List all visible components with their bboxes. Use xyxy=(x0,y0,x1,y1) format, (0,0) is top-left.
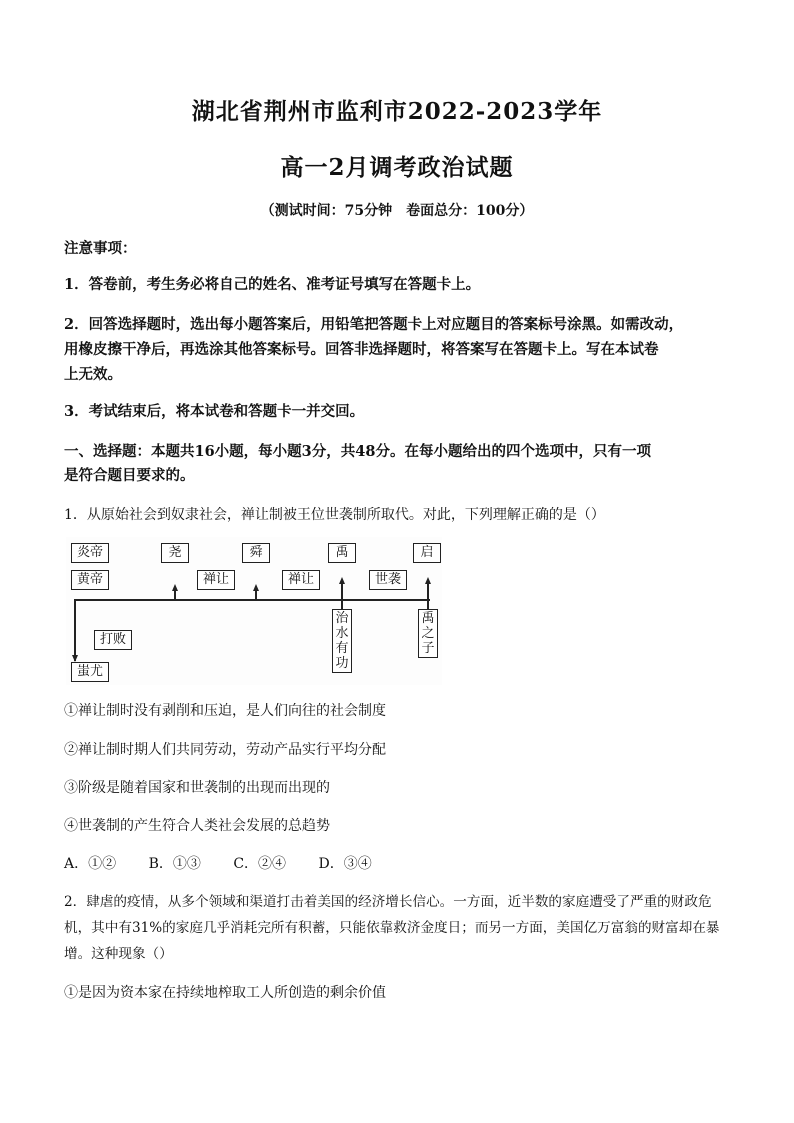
notice-heading: 注意事项： xyxy=(64,240,137,257)
arrow-up-icon xyxy=(253,584,259,591)
section1-heading-line1: 一、选择题：本题共16小题，每小题3分，共48分。在每小题给出的四个选项中，只有一项 xyxy=(64,443,651,460)
diagram-left-connector xyxy=(74,599,76,661)
q1-succession-diagram xyxy=(66,537,442,685)
box-yu-zhi-zi: 禹之子 xyxy=(418,609,438,658)
q1-option-4: ④世袭制的产生符合人类社会发展的总趋势 xyxy=(64,818,330,834)
arrow-up-icon xyxy=(339,577,345,584)
q1-choices xyxy=(64,853,400,873)
q2-stem-line3: 增。这种现象（） xyxy=(64,946,173,962)
q1-choice-d: D．③④ xyxy=(318,856,372,872)
q2-stem-line1: 2．肆虐的疫情，从多个领域和渠道打击着美国的经济增长信心。一方面，近半数的家庭遭受了严重的财政危 xyxy=(64,894,712,910)
notice-item-2-line1: 2．回答选择题时，选出每小题答案后，用铅笔把答题卡上对应题目的答案标号涂黑。如需改动， xyxy=(64,316,684,333)
box-yu: 禹 xyxy=(328,543,356,563)
box-yandi: 炎帝 xyxy=(71,543,109,563)
box-huangdi: 黄帝 xyxy=(71,570,109,590)
q1-stem: 1．从原始社会到奴隶社会，禅让制被王位世袭制所取代。对此，下列理解正确的是（） xyxy=(64,507,605,523)
exam-subtitle: （测试时间：75分钟 卷面总分：100分） xyxy=(260,203,534,219)
q1-choice-c: C．②④ xyxy=(233,856,287,872)
q1-option-3: ③阶级是随着国家和世袭制的出现而出现的 xyxy=(64,780,330,796)
box-shanrang-2: 禅让 xyxy=(282,570,320,590)
arrow-up-icon xyxy=(425,577,431,584)
q1-choice-a: A．①② xyxy=(64,856,117,872)
box-chiyou: 蚩尤 xyxy=(71,662,109,682)
box-shixi: 世袭 xyxy=(369,570,407,590)
exam-title-line1: 湖北省荆州市监利市2022-2023学年 xyxy=(191,98,603,125)
q1-choice-b: B．①③ xyxy=(148,856,201,872)
q2-stem-line2: 机，其中有31%的家庭几乎消耗完所有积蓄，只能依靠救济金度日；而另一方面，美国亿万富翁的财富却在暴 xyxy=(64,920,720,936)
box-zhishui-yougong: 治水有功 xyxy=(332,609,352,673)
notice-item-1: 1．答卷前，考生务必将自己的姓名、准考证号填写在答题卡上。 xyxy=(64,276,481,293)
box-shun: 舜 xyxy=(242,543,270,563)
box-dabai: 打败 xyxy=(94,630,132,650)
q1-option-2: ②禅让制时期人们共同劳动，劳动产品实行平均分配 xyxy=(64,742,386,758)
q1-option-1: ①禅让制时没有剥削和压迫，是人们向往的社会制度 xyxy=(64,703,386,719)
notice-item-2-line2: 用橡皮擦干净后，再选涂其他答案标号。回答非选择题时，将答案写在答题卡上。写在本试卷 xyxy=(64,341,659,358)
exam-title-line2: 高一2月调考政治试题 xyxy=(280,154,514,181)
notice-item-2-line3: 上无效。 xyxy=(64,366,122,383)
notice-item-3: 3．考试结束后，将本试卷和答题卡一并交回。 xyxy=(64,403,365,420)
section1-heading-line2: 是符合题目要求的。 xyxy=(64,467,195,484)
box-yao: 尧 xyxy=(161,543,189,563)
box-qi: 启 xyxy=(413,543,441,563)
box-shanrang-1: 禅让 xyxy=(197,570,235,590)
diagram-main-line xyxy=(74,599,430,601)
arrow-up-icon xyxy=(172,584,178,591)
arrow-down-icon xyxy=(72,655,78,662)
q2-option-1: ①是因为资本家在持续地榨取工人所创造的剩余价值 xyxy=(64,985,386,1001)
